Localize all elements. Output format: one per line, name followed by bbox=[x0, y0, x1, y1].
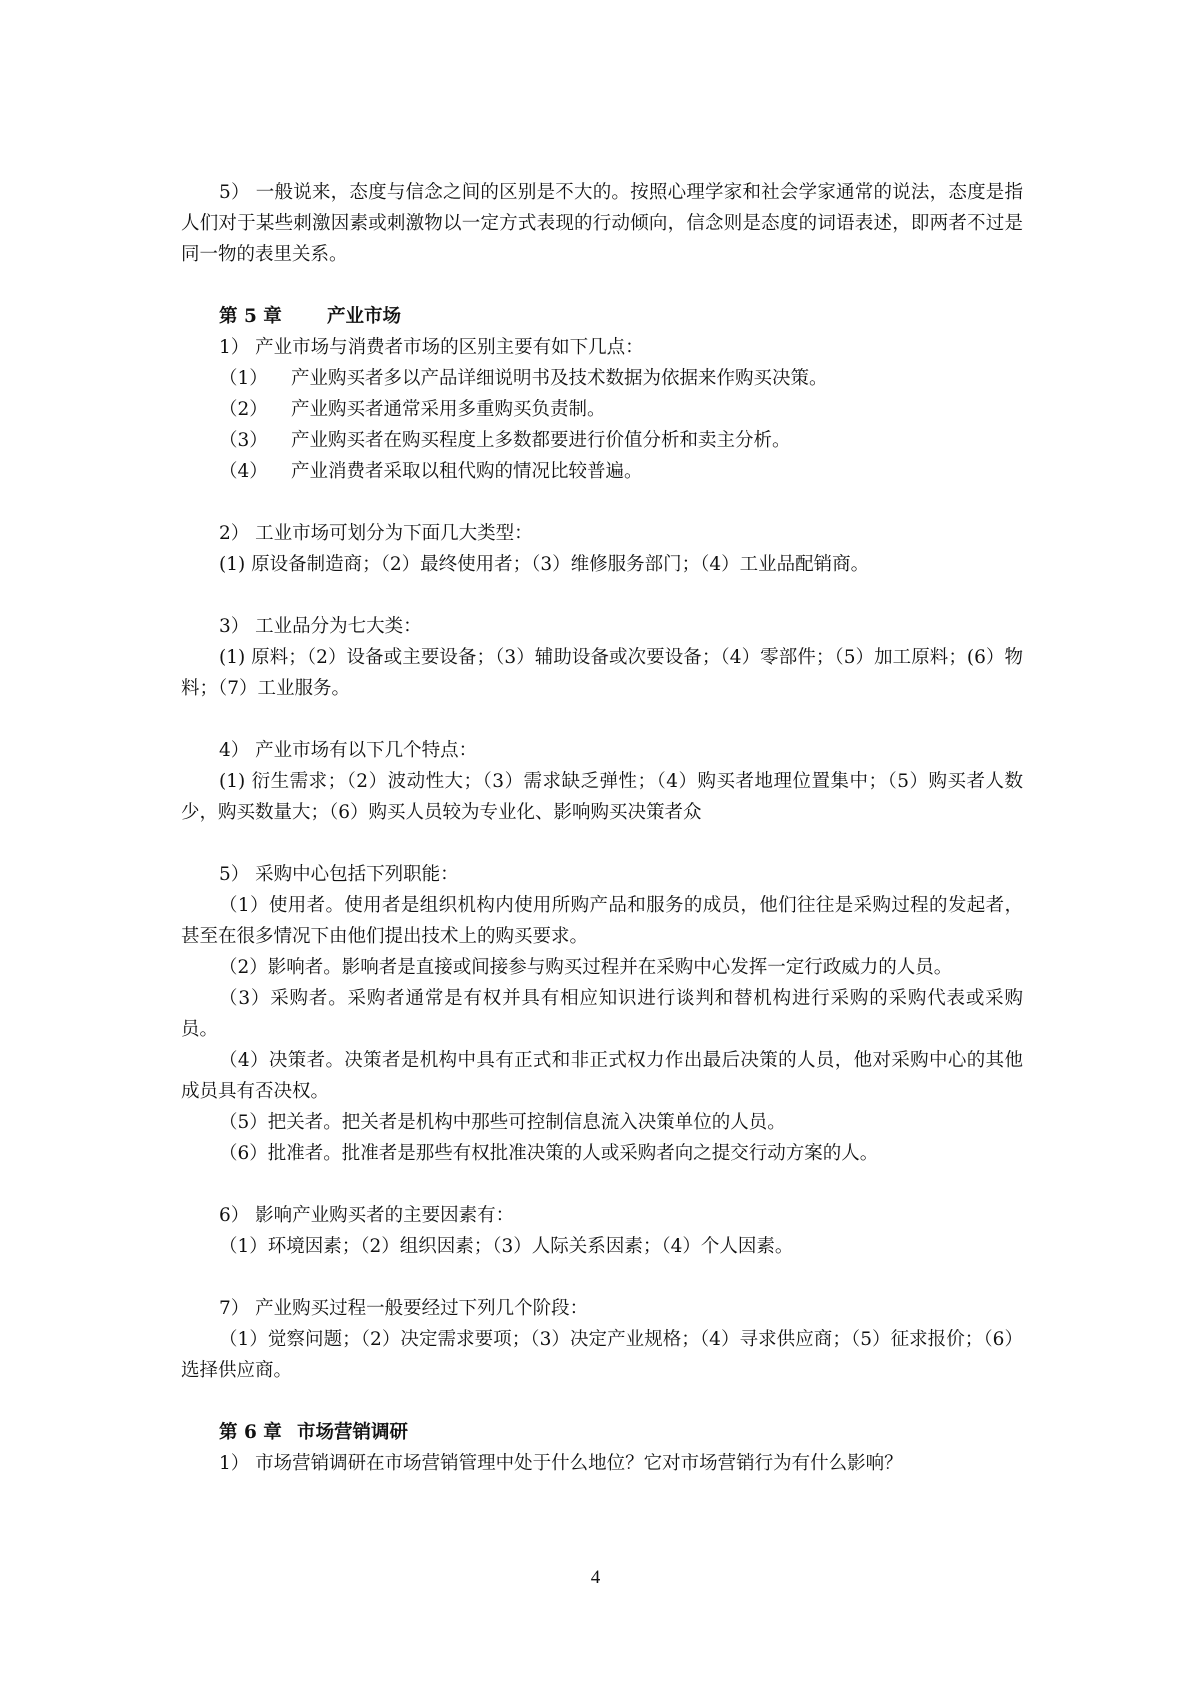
list-item-text: 产业消费者采取以租代购的情况比较普遍。 bbox=[291, 461, 643, 482]
page-content bbox=[181, 177, 1023, 1479]
section-6-1-question: 1） 市场营销调研在市场营销管理中处于什么地位？它对市场营销行为有什么影响？ bbox=[219, 1453, 903, 1474]
spacer bbox=[181, 704, 1023, 735]
spacer bbox=[181, 1262, 1023, 1293]
spacer bbox=[181, 1169, 1023, 1200]
chapter-5-title: 产业市场 bbox=[327, 306, 402, 327]
section-5-7-lead: 7） 产业购买过程一般要经过下列几个阶段： bbox=[219, 1298, 589, 1319]
section-5-2-lead: 2） 工业市场可划分为下面几大类型： bbox=[219, 523, 533, 544]
list-item: （3）采购者。采购者通常是有权并具有相应知识进行谈判和替机构进行采购的采购代表或采购员。 bbox=[181, 988, 1023, 1040]
section-5-2-detail: (1) 原设备制造商；（2）最终使用者；（3）维修服务部门；（4）工业品配销商。 bbox=[219, 554, 870, 575]
list-item-number: （2） bbox=[219, 399, 268, 420]
list-item bbox=[181, 456, 1023, 487]
page-number: 4 bbox=[590, 1567, 601, 1588]
list-item: （4）决策者。决策者是机构中具有正式和非正式权力作出最后决策的人员，他对采购中心的其他成员具有否决权。 bbox=[181, 1050, 1023, 1102]
list-item: （6）批准者。批准者是那些有权批准决策的人或采购者向之提交行动方案的人。 bbox=[219, 1143, 879, 1164]
list-item-text: 产业购买者通常采用多重购买负责制。 bbox=[291, 399, 606, 420]
list-item-text: 产业购买者在购买程度上多数都要进行价值分析和卖主分析。 bbox=[291, 430, 791, 451]
chapter-6-title: 市场营销调研 bbox=[297, 1422, 409, 1443]
list-item-number: （4） bbox=[219, 461, 268, 482]
section-5-6-lead: 6） 影响产业购买者的主要因素有： bbox=[219, 1205, 515, 1226]
chapter-5-heading bbox=[181, 301, 1023, 332]
chapter-6-heading bbox=[181, 1417, 1023, 1448]
section-5-1-lead: 1） 产业市场与消费者市场的区别主要有如下几点： bbox=[219, 337, 644, 358]
list-item: （5）把关者。把关者是机构中那些可控制信息流入决策单位的人员。 bbox=[219, 1112, 786, 1133]
section-5-6-detail: （1）环境因素；（2）组织因素；（3）人际关系因素；（4）个人因素。 bbox=[219, 1236, 794, 1257]
section-5-4-lead: 4） 产业市场有以下几个特点： bbox=[219, 740, 478, 761]
section-5-3-lead: 3） 工业品分为七大类： bbox=[219, 616, 422, 637]
spacer bbox=[181, 580, 1023, 611]
chapter-5-number: 第 5 章 bbox=[219, 306, 282, 327]
section-5-4-detail: (1) 衍生需求；（2）波动性大；（3）需求缺乏弹性；（4）购买者地理位置集中；（5）购买者人数少，购买数量大；（6）购买人员较为专业化、影响购买决策者众 bbox=[181, 771, 1023, 823]
spacer bbox=[181, 270, 1023, 301]
section-5-5-lead: 5） 采购中心包括下列职能： bbox=[219, 864, 459, 885]
spacer bbox=[181, 828, 1023, 859]
section-5-3-detail: (1) 原料；（2）设备或主要设备；（3）辅助设备或次要设备；（4）零部件；（5）加工原料；(6）物料；（7）工业服务。 bbox=[181, 647, 1023, 699]
list-item bbox=[181, 394, 1023, 425]
list-item: （1）使用者。使用者是组织机构内使用所购产品和服务的成员，他们往往是采购过程的发起者，甚至在很多情况下由他们提出技术上的购买要求。 bbox=[181, 895, 1023, 947]
list-item-number: （3） bbox=[219, 430, 268, 451]
chapter-6-number: 第 6 章 bbox=[219, 1422, 282, 1443]
list-item: （2）影响者。影响者是直接或间接参与购买过程并在采购中心发挥一定行政威力的人员。 bbox=[219, 957, 953, 978]
spacer bbox=[181, 487, 1023, 518]
spacer bbox=[181, 1386, 1023, 1417]
list-item bbox=[181, 425, 1023, 456]
list-item-number: （1） bbox=[219, 368, 268, 389]
list-item-text: 产业购买者多以产品详细说明书及技术数据为依据来作购买决策。 bbox=[291, 368, 828, 389]
section-5-7-detail: （1）觉察问题；（2）决定需求要项；（3）决定产业规格；（4）寻求供应商；（5）征求报价；（6）选择供应商。 bbox=[181, 1329, 1023, 1381]
list-item bbox=[181, 363, 1023, 394]
paragraph-attitude-belief: 5） 一般说来，态度与信念之间的区别是不大的。按照心理学家和社会学家通常的说法，态度是指人们对于某些刺激因素或刺激物以一定方式表现的行动倾向，信念则是态度的词语表述，即两者不过是同一物的表里关系。 bbox=[181, 182, 1023, 265]
